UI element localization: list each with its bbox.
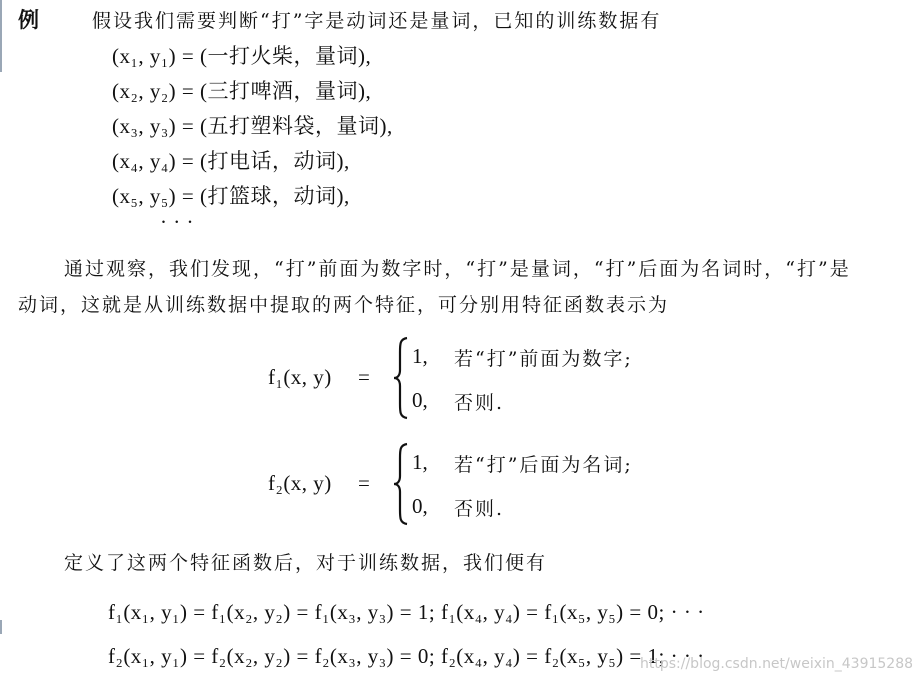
example-label: 例: [18, 8, 39, 32]
f2-case1-value: 1,: [412, 450, 428, 474]
ellipsis: · · ·: [160, 210, 194, 234]
f2-equals: =: [358, 471, 371, 495]
f2-case2-condition: 否则.: [454, 498, 505, 520]
f1-case1-value: 1,: [412, 344, 428, 368]
training-pair-2: (x₂, y₂) = (三打啤酒，量词),: [112, 79, 372, 103]
f2-case1-condition: 若“打”后面为名词;: [454, 454, 633, 476]
training-pair-1: (x₁, y₁) = (一打火柴，量词),: [112, 44, 372, 68]
watermark: https://blog.csdn.net/weixin_43915288: [640, 656, 914, 672]
f1-lhs: f₁(x, y): [268, 365, 332, 389]
f2-left-brace: [392, 442, 410, 526]
observation-line-1: 通过观察，我们发现，“打”前面为数字时，“打”是量词，“打”后面为名词时，“打”是: [64, 258, 851, 280]
f1-case2-condition: 否则.: [454, 392, 505, 414]
training-pair-3: (x₃, y₃) = (五打塑料袋，量词),: [112, 114, 393, 138]
f1-left-brace: [392, 336, 410, 420]
f1-case2-value: 0,: [412, 388, 428, 412]
example-intro: 假设我们需要判断“打”字是动词还是量词，已知的训练数据有: [92, 10, 662, 32]
training-pair-4: (x₄, y₄) = (打电话，动词),: [112, 149, 350, 173]
left-margin-rule-lower: [0, 620, 2, 634]
f1-values-equation: f₁(x₁, y₁) = f₁(x₂, y₂) = f₁(x₃, y₃) = 1; f₁(x₄, y₄) = f₁(x₅, y₅) = 0; · · ·: [108, 600, 705, 624]
f1-equals: =: [358, 365, 371, 389]
f2-case2-value: 0,: [412, 494, 428, 518]
f1-case1-condition: 若“打”前面为数字;: [454, 348, 633, 370]
f2-values-equation: f₂(x₁, y₁) = f₂(x₂, y₂) = f₂(x₃, y₃) = 0; f₂(x₄, y₄) = f₂(x₅, y₅) = 1; · · ·: [108, 644, 705, 668]
left-margin-rule: [0, 0, 2, 72]
conclusion-text: 定义了这两个特征函数后，对于训练数据，我们便有: [64, 552, 548, 574]
training-pair-5: (x₅, y₅) = (打篮球，动词),: [112, 184, 350, 208]
f2-lhs: f₂(x, y): [268, 471, 332, 495]
observation-line-2: 动词，这就是从训练数据中提取的两个特征，可分别用特征函数表示为: [18, 294, 670, 316]
